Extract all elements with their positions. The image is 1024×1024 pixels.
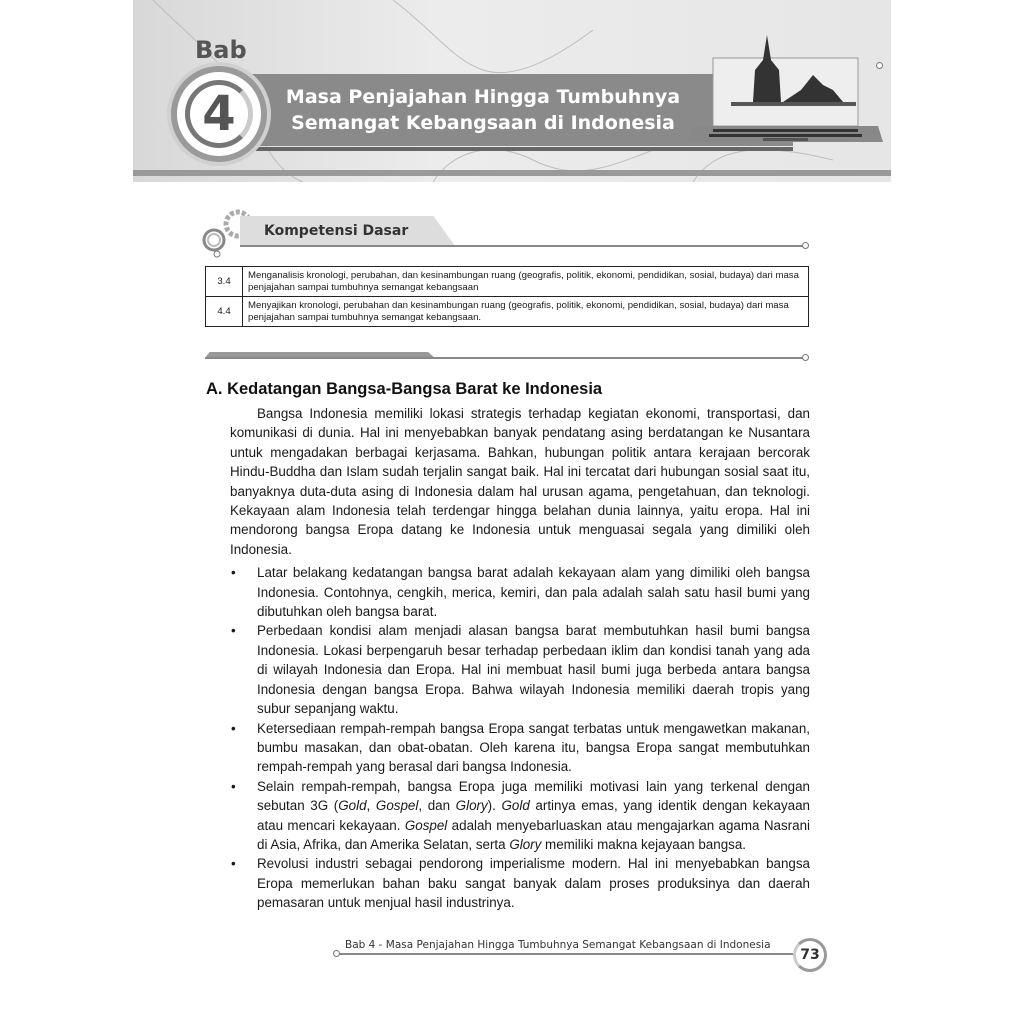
title-line-1: Masa Penjajahan Hingga Tumbuhnya	[285, 86, 681, 108]
banner-line	[240, 245, 805, 247]
running-title: Bab 4 - Masa Penjajahan Hingga Tumbuhnya Semangat Kebangsaan di Indonesia	[345, 939, 771, 951]
kd-code: 3.4	[206, 267, 243, 297]
section-heading: A. Kedatangan Bangsa-Bangsa Barat ke Indonesia	[206, 380, 603, 398]
page-number: 73	[793, 938, 827, 972]
intro-paragraph: Bangsa Indonesia memiliki lokasi strategis terhadap kegiatan ekonomi, transportasi, dan komunikasi di dunia. Hal ini menyebabkan banyak pendatang asing berdatangan ke Nusantara untuk mengadakan berbagai kerjasama. Bahkan, hubungan politik antara kerajaan bercorak Hindu-Buddha dan Islam sudah terjalin sangat baik. Hal ini tercatat dari hubungan sosial saat itu, banyaknya duta-duta asing di Indonesia dalam hal urusan agama, pengetahuan, dan teknologi. Kekayaan alam Indonesia telah terdengar hingga belahan dunia lainnya, yaitu eropa. Hal ini mendorong bangsa Eropa datang ke Indonesia untuk menguasai segala yang dimiliki oleh Indonesia.	[230, 406, 810, 557]
header-dot	[876, 62, 883, 69]
table-row	[206, 297, 809, 327]
list-item: • Ketersediaan rempah-rempah bangsa Eropa sangat terbatas untuk mengawetkan makanan, bumbu masakan, dan obat-obatan. Oleh karena itu, bangsa Eropa sangat membutuhkan rempah-rempah yang berasal dari bangsa Indonesia.	[230, 719, 810, 777]
list-item: • Perbedaan kondisi alam menjadi alasan bangsa barat membutuhkan hasil bumi bangsa Indonesia. Lokasi berpengaruh besar terhadap perbedaan iklim dan kondisi tanah yang ada di wilayah Indonesia dan Eropa. Hal ini membuat hasil bumi juga berbeda antara bangsa Indonesia dengan bangsa Eropa. Bahwa wilayah Indonesia memiliki daerah tropis yang subur sepanjang waktu.	[230, 621, 810, 718]
kd-text: Menyajikan kronologi, perubahan dan kesinambungan ruang (geografis, politik, ekonomi, pendidikan, sosial, budaya) dari masa penjajahan sampai tumbuhnya semangat kebangsaan.	[243, 297, 809, 327]
kompetensi-table	[205, 266, 809, 327]
bullet-list	[230, 563, 810, 912]
banner-dot	[802, 242, 809, 249]
kompetensi-dasar-label: Kompetensi Dasar	[264, 223, 409, 239]
kompetensi-dasar-banner	[200, 208, 810, 258]
kd-text: Menganalisis kronologi, perubahan, dan kesinambungan ruang (geografis, politik, ekonomi, pendidikan, sosial, budaya) dari masa penjajahan sampai tumbuhnya semangat kebangsaan	[243, 267, 809, 297]
chapter-title	[273, 84, 693, 136]
chapter-header	[133, 0, 891, 182]
bab-label: Bab	[195, 36, 247, 64]
section-body	[230, 404, 810, 913]
list-item: • Latar belakang kedatangan bangsa barat adalah kekayaan alam yang dimiliki oleh bangsa Indonesia. Contohnya, cengkih, merica, kemiri, dan pala adalah salah satu hasil bumi yang dibutuhkan oleh bangsa barat.	[230, 563, 810, 621]
section-divider	[205, 352, 805, 360]
list-item: • Selain rempah-rempah, bangsa Eropa juga memiliki motivasi lain yang terkenal dengan sebutan 3G (Gold, Gospel, dan Glory). Gold artinya emas, yang identik dengan kekayaan atau mencari kekayaan. Gospel adalah menyebarluaskan atau mengajarkan agama Nasrani di Asia, Afrika, dan Amerika Selatan, serta Glory memiliki makna kejayaan bangsa.	[230, 777, 810, 855]
page-footer	[333, 934, 833, 974]
list-item: • Revolusi industri sebagai pendorong imperialisme modern. Hal ini menyebabkan bangsa Eropa memerlukan bahan baku sangat banyak dalam proses produksinya dan daerah pemasaran untuk menjual hasil industrinya.	[230, 854, 810, 912]
chapter-number: 4	[202, 86, 236, 142]
laptop-temple-illustration	[673, 30, 883, 150]
kd-code: 4.4	[206, 297, 243, 327]
header-bottom-bar	[133, 170, 891, 176]
chapter-badge	[171, 66, 267, 162]
table-row	[206, 267, 809, 297]
title-line-2: Semangat Kebangsaan di Indonesia	[291, 112, 675, 134]
footer-line	[338, 953, 793, 955]
footer-dot	[333, 950, 340, 957]
